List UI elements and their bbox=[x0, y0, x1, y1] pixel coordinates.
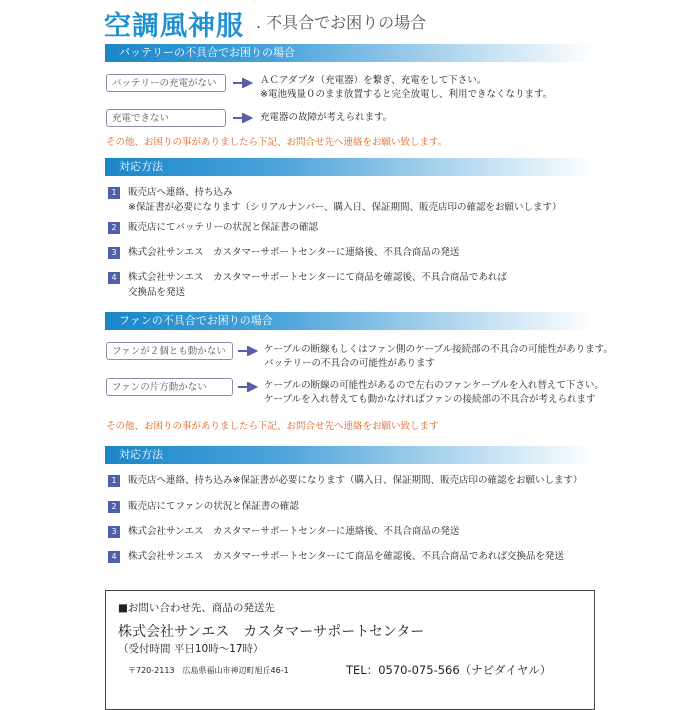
solution-line: バッテリーの不具合の可能性があります bbox=[264, 358, 436, 369]
step-number: 2 bbox=[108, 501, 120, 513]
step-text: 販売店にてバッテリーの状況と保証書の確認 bbox=[128, 222, 319, 233]
solution-line: 充電器の故障が考えられます。 bbox=[260, 112, 393, 123]
section-header-fan: ファンの不具合でお困りの場合 bbox=[105, 312, 595, 330]
arrow-right-icon bbox=[233, 78, 253, 88]
step-number: 3 bbox=[108, 526, 120, 538]
page-subtitle: . 不具合でお困りの場合 bbox=[256, 13, 427, 32]
step-number: 4 bbox=[108, 272, 120, 284]
step-text: 株式会社サンエス カスタマーサポートセンターにて商品を確認後、不具合商品であれば交換品を発送 bbox=[128, 551, 564, 562]
step-number: 1 bbox=[108, 187, 120, 199]
solution-line: ケーブルを入れ替えても動かなければファンの接続部の不具合が考えられます bbox=[264, 394, 596, 405]
step-text: 株式会社サンエス カスタマーサポートセンターに連絡後、不具合商品の発送 bbox=[128, 247, 460, 258]
step-text: ※保証書が必要になります（シリアルナンバー、購入日、保証期間、販売店印の確認をお願いします） bbox=[128, 202, 562, 213]
solution-line: ケーブルの断線の可能性があるので左右のファンケーブルを入れ替えて下さい。 bbox=[264, 380, 604, 391]
arrow-right-icon bbox=[238, 382, 258, 392]
contact-box bbox=[105, 590, 595, 710]
arrow-right-icon bbox=[238, 346, 258, 356]
step-text: 販売店へ連絡、持ち込み※保証書が必要になります（購入日、保証期間、販売店印の確認をお願いします） bbox=[128, 475, 583, 486]
step-number: 1 bbox=[108, 475, 120, 487]
step-number: 3 bbox=[108, 247, 120, 259]
arrow-right-icon bbox=[233, 113, 253, 123]
contact-note: その他、お困りの事がありましたら下記、お問合せ先へ連絡をお願い致します bbox=[106, 421, 439, 432]
contact-company: 株式会社サンエス カスタマーサポートセンター bbox=[118, 624, 425, 640]
step-number: 4 bbox=[108, 551, 120, 563]
step-number: 2 bbox=[108, 222, 120, 234]
step-text: 販売店にてファンの状況と保証書の確認 bbox=[128, 501, 299, 512]
problem-label: 充電できない bbox=[106, 109, 226, 127]
step-text: 株式会社サンエス カスタマーサポートセンターにて商品を確認後、不具合商品であれば bbox=[128, 272, 507, 283]
step-text: 交換品を発送 bbox=[128, 287, 186, 298]
problem-label: ファンの片方動かない bbox=[106, 378, 233, 396]
section-header-steps: 対応方法 bbox=[105, 158, 595, 176]
solution-line: ＡＣアダプタ（充電器）を繋ぎ、充電をして下さい。 bbox=[260, 75, 487, 86]
problem-label: ファンが２個とも動かない bbox=[106, 342, 233, 360]
problem-label: バッテリーの充電がない bbox=[106, 74, 226, 92]
contact-note: その他、お困りの事がありましたら下記、お問合せ先へ連絡をお願い致します。 bbox=[106, 137, 448, 148]
brand-title: 空調風神服 bbox=[104, 11, 244, 42]
contact-tel: TEL：0570-075-566（ナビダイヤル） bbox=[346, 663, 552, 677]
solution-line: ※電池残量０のまま放置すると完全放電し、利用できなくなります。 bbox=[260, 89, 553, 100]
section-header-battery: バッテリーの不具合でお困りの場合 bbox=[105, 44, 595, 62]
step-text: 株式会社サンエス カスタマーサポートセンターに連絡後、不具合商品の発送 bbox=[128, 526, 460, 537]
contact-heading: ■お問い合わせ先、商品の発送先 bbox=[118, 602, 275, 614]
solution-line: ケーブルの断線もしくはファン側のケーブル接続部の不具合の可能性があります。 bbox=[264, 344, 613, 355]
step-text: 販売店へ連絡、持ち込み bbox=[128, 187, 233, 198]
contact-hours: （受付時間 平日10時～17時） bbox=[118, 643, 264, 655]
contact-address: 〒720-2113 広島県福山市神辺町旭丘46-1 bbox=[128, 666, 289, 675]
section-header-steps: 対応方法 bbox=[105, 446, 595, 464]
